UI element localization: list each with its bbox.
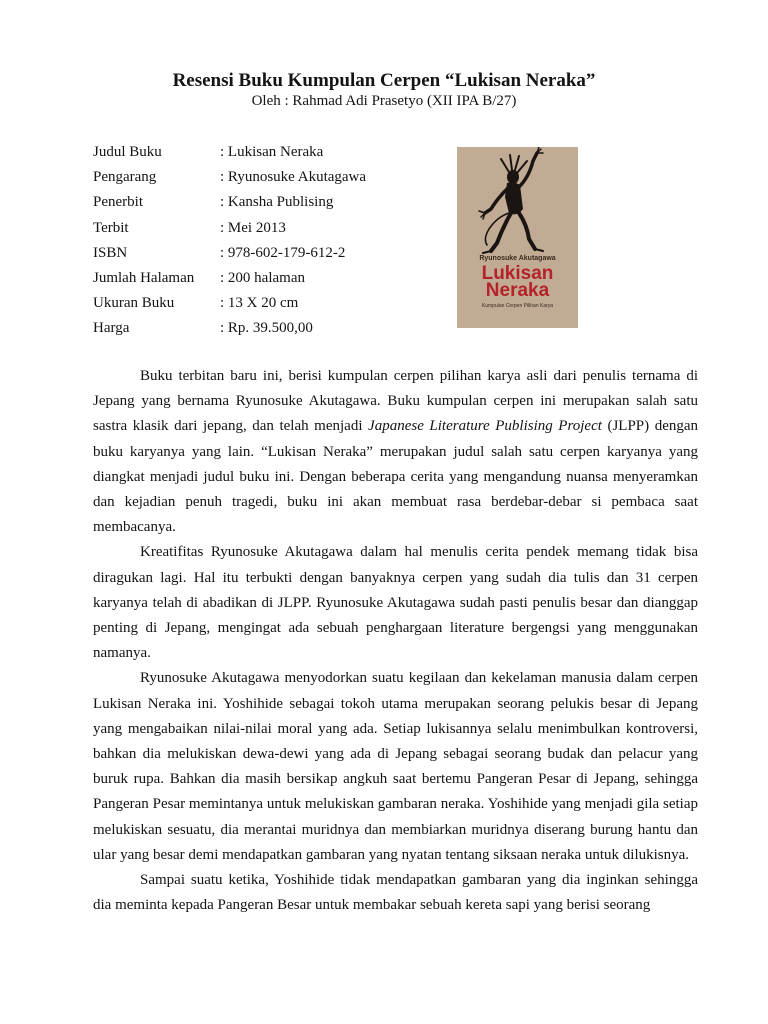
paragraph (93, 364, 698, 540)
book-info-label: Judul Buku (93, 144, 162, 161)
book-info-label: ISBN (93, 244, 128, 261)
book-info-row (93, 190, 433, 215)
book-info-row (93, 316, 433, 341)
italic-phrase: Japanese Literature Publising Project (368, 418, 602, 435)
book-info-label: Harga (93, 320, 130, 337)
paragraph: Kreatifitas Ryunosuke Akutagawa dalam hal menulis cerita pendek memang tidak bisa diragukan lagi. Hal itu terbukti dengan banyaknya cerpen yang sudah dia tulis dan 31 cerpen karyanya telah di abadikan di JLPP. Ryunosuke Akutagawa sudah pasti penulis besar dan dianggap penting di Jepang, mengingat ada sebuah penghargaan literature bergengsi yang menggunakan namanya. (93, 544, 698, 662)
byline: Oleh : Rahmad Adi Prasetyo (XII IPA B/27) (251, 93, 517, 109)
cover-author: Ryunosuke Akutagawa (479, 255, 556, 262)
book-info-label: Terbit (93, 219, 129, 236)
review-body (93, 364, 698, 918)
book-info-value: : Mei 2013 (220, 219, 286, 236)
paragraph-text: Buku terbitan baru ini, berisi kumpulan cerpen pilihan karya asli dari penulis ternama di Jepang yang bernama Ryunosuke Akutagawa. Buku kumpulan cerpen ini merupakan salah satu sastra klasik dari jepang, dan telah menjadi (93, 368, 698, 435)
book-info-row (93, 165, 433, 190)
cover-title (457, 265, 578, 299)
book-info-row (93, 241, 433, 266)
book-info-value: : 200 halaman (220, 270, 305, 287)
book-info-value: : 978-602-179-612-2 (220, 244, 346, 261)
paragraph: Sampai suatu ketika, Yoshihide tidak mendapatkan gambaran yang dia inginkan sehingga dia meminta kepada Pangeran Besar untuk membakar sebuah kereta sapi yang berisi seorang (93, 872, 698, 914)
cover-title-line: Lukisan (481, 263, 554, 284)
book-info-row (93, 291, 433, 316)
book-info-value: : Kansha Publising (220, 194, 334, 211)
book-info-label: Jumlah Halaman (93, 270, 195, 287)
book-info-row (93, 140, 433, 165)
book-info-label: Ukuran Buku (93, 295, 175, 312)
book-info-label: Pengarang (93, 169, 157, 186)
book-info-value: : Rp. 39.500,00 (220, 320, 313, 337)
book-cover-image (457, 147, 578, 328)
book-info-value: : Ryunosuke Akutagawa (220, 169, 367, 186)
paragraph: Ryunosuke Akutagawa menyodorkan suatu kegilaan dan kekelaman manusia dalam cerpen Lukisan Neraka ini. Yoshihide sebagai tokoh utama merupakan seorang pelukis besar di Jepang yang mengabaikan nilai-nilai moral yang ada. Setiap lukisannya selalu menimbulkan kontroversi, bahkan dia melukiskan dewa-dewi yang ada di Jepang sebagai seorang budak dan pelacur yang buruk rupa. Bahkan dia masih bersikap angkuh saat bertemu Pangeran Pesar di Jepang, sehingga Pangeran Pesar memintanya untuk melukiskan gambaran neraka. Yoshihide yang menjadi gila setiap melukiskan sesuatu, dia merantai muridnya dan membiarkan muridnya diserang burung hantu dan ular yang besar demi mendapatkan gambaran yang nyatan tentang siksaan neraka untuk dilukisnya. (93, 670, 698, 863)
book-info-row (93, 216, 433, 241)
book-info-value: : 13 X 20 cm (220, 295, 299, 312)
book-info-value: : Lukisan Neraka (220, 144, 324, 161)
book-info-label: Penerbit (93, 194, 143, 211)
book-info-table (93, 140, 433, 342)
page-title: Resensi Buku Kumpulan Cerpen “Lukisan Neraka” (172, 70, 596, 91)
cover-subtitle: Kumpulan Cerpen Pilihan Karya (481, 303, 554, 309)
cover-title-line: Neraka (485, 280, 550, 301)
book-info-row (93, 266, 433, 291)
paragraph-text: (JLPP) dengan buku karyanya yang lain. “Lukisan Neraka” merupakan judul salah satu cerpen karyanya yang diangkat menjadi judul buku ini. Dengan beberapa cerita yang mengandung nuansa menyeramkan dan kejadian penuh tragedi, buku ini akan membuat rasa berdebar-debar si pembaca saat membacanya. (93, 418, 699, 536)
